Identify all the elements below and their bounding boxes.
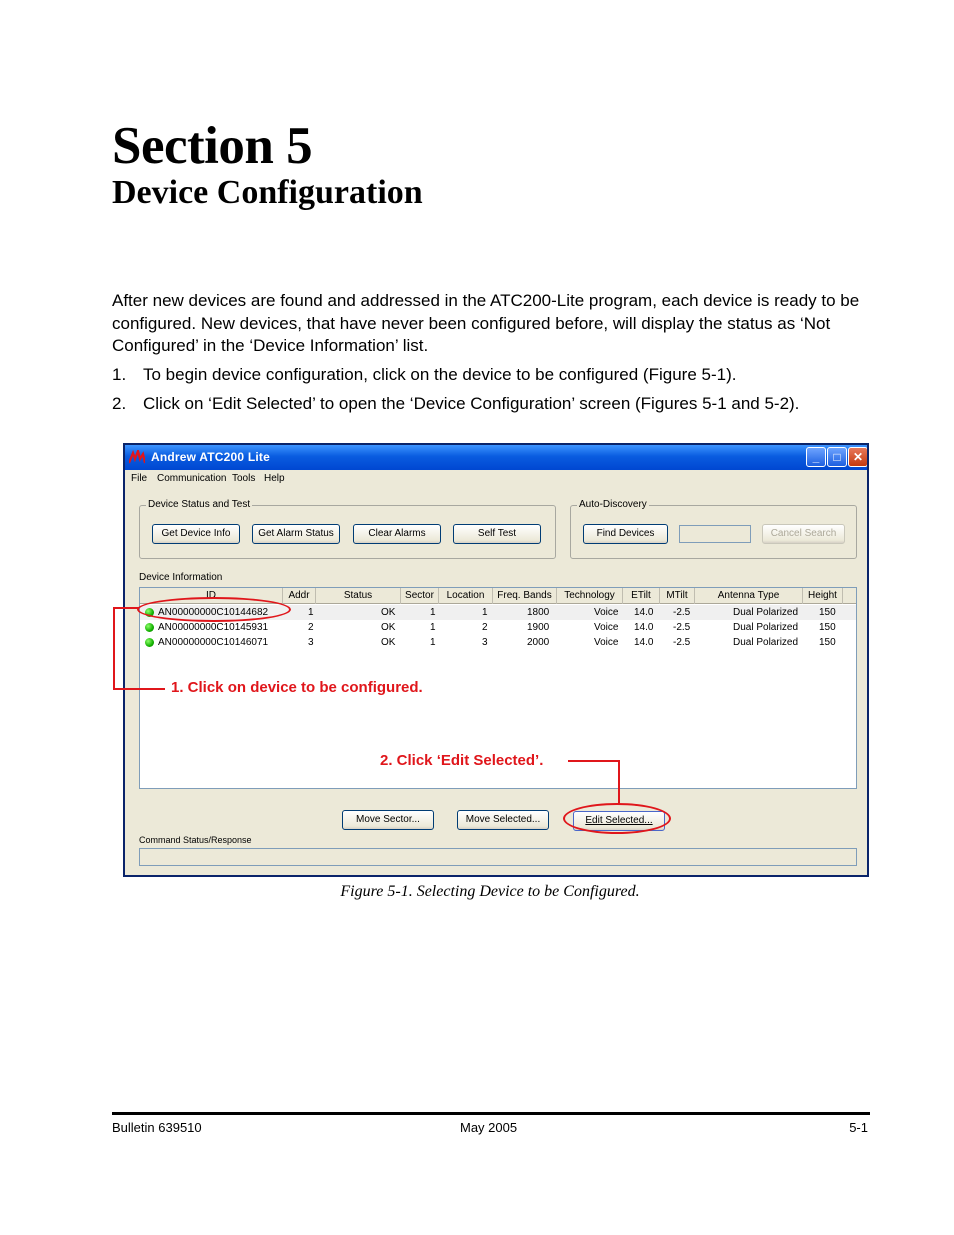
callout-1-text: 1. Click on device to be configured. [171, 679, 423, 696]
cell-technology: Voice [594, 607, 619, 618]
cancel-search-button[interactable]: Cancel Search [762, 524, 845, 544]
figure-caption: Figure 5-1. Selecting Device to be Configured. [340, 883, 640, 900]
cell-mtilt: -2.5 [673, 622, 691, 633]
status-ok-icon [145, 638, 154, 647]
cell-sector: 1 [430, 622, 436, 633]
col-location[interactable]: Location [439, 588, 493, 604]
title-bar[interactable] [125, 445, 867, 470]
cell-location: 2 [482, 622, 488, 633]
callout-ring-edit [563, 803, 671, 834]
cell-status: OK [381, 637, 396, 648]
callout-2-text: 2. Click ‘Edit Selected’. [380, 752, 544, 769]
cell-location: 3 [482, 637, 488, 648]
footer-page-number: 5-1 [849, 1120, 868, 1135]
window-title: Andrew ATC200 Lite [151, 450, 270, 464]
command-status-label: Command Status/Response [139, 835, 252, 845]
step-2 [112, 393, 882, 415]
cell-status: OK [381, 607, 396, 618]
col-etilt[interactable]: ETilt [623, 588, 660, 604]
edit-selected-button[interactable]: Edit Selected... [573, 811, 665, 831]
cell-etilt: 14.0 [634, 622, 654, 633]
status-ok-icon [145, 623, 154, 632]
cell-status: OK [381, 622, 396, 633]
cell-id: AN00000000C10144682 [158, 607, 269, 618]
cell-mtilt: -2.5 [673, 607, 691, 618]
footer-bulletin: Bulletin 639510 [112, 1120, 202, 1135]
table-row[interactable] [140, 635, 856, 650]
cell-freq: 1800 [527, 607, 550, 618]
cell-location: 1 [482, 607, 488, 618]
step-1 [112, 364, 882, 386]
section-subtitle: Device Configuration [112, 174, 423, 211]
col-id[interactable]: ID [140, 588, 283, 604]
get-device-info-button[interactable]: Get Device Info [152, 524, 240, 544]
device-status-group [139, 499, 556, 559]
col-technology[interactable]: Technology [557, 588, 623, 604]
col-freq-bands[interactable]: Freq. Bands [493, 588, 557, 604]
cell-mtilt: -2.5 [673, 637, 691, 648]
intro-paragraph: After new devices are found and addressed in the ATC200-Lite program, each device is ready to be configured. New devices, that have never been configured before, will display the status as ‘Not Configured’ in the ‘Device Information’ list. [112, 291, 860, 355]
cell-id: AN00000000C10145931 [158, 622, 269, 633]
col-sector[interactable]: Sector [401, 588, 439, 604]
col-antenna-type[interactable]: Antenna Type [695, 588, 803, 604]
self-test-button[interactable]: Self Test [453, 524, 541, 544]
andrew-logo-icon [129, 450, 145, 464]
cell-addr: 1 [308, 607, 314, 618]
step-text: Click on ‘Edit Selected’ to open the ‘Device Configuration’ screen (Figures 5-1 and 5-2). [143, 394, 800, 413]
col-mtilt[interactable]: MTilt [660, 588, 695, 604]
step-text: To begin device configuration, click on the device to be configured (Figure 5-1). [143, 365, 737, 384]
cell-etilt: 14.0 [634, 637, 654, 648]
menu-file[interactable]: File [131, 473, 148, 484]
step-number: 1. [112, 365, 127, 384]
cell-height: 150 [819, 607, 836, 618]
cell-height: 150 [819, 637, 836, 648]
cell-etilt: 14.0 [634, 607, 654, 618]
callout-ring-device [137, 597, 291, 622]
cell-freq: 2000 [527, 637, 550, 648]
callout-line [113, 607, 139, 609]
col-height[interactable]: Height [803, 588, 843, 604]
menu-help[interactable]: Help [264, 473, 285, 484]
auto-discovery-group [570, 499, 857, 559]
minimize-button[interactable]: _ [806, 447, 826, 467]
callout-line [568, 760, 620, 762]
cell-sector: 1 [430, 607, 436, 618]
menu-bar [125, 470, 867, 488]
move-selected-button[interactable]: Move Selected... [457, 810, 549, 830]
footer-date: May 2005 [460, 1120, 518, 1135]
callout-line [113, 688, 165, 690]
device-information-label: Device Information [139, 572, 223, 583]
app-window [123, 443, 869, 877]
cell-addr: 2 [308, 622, 314, 633]
cell-sector: 1 [430, 637, 436, 648]
menu-communication[interactable]: Communication [157, 473, 227, 484]
menu-tools[interactable]: Tools [232, 473, 256, 484]
callout-line [618, 760, 620, 805]
cell-height: 150 [819, 622, 836, 633]
discovery-search-field[interactable] [679, 525, 751, 543]
maximize-button[interactable]: □ [827, 447, 847, 467]
cell-id: AN00000000C10146071 [158, 637, 269, 648]
col-addr[interactable]: Addr [283, 588, 316, 604]
auto-discovery-group-label: Auto-Discovery [579, 499, 647, 510]
col-status[interactable]: Status [316, 588, 401, 604]
move-sector-button[interactable]: Move Sector... [342, 810, 434, 830]
clear-alarms-button[interactable]: Clear Alarms [353, 524, 441, 544]
cell-antenna: Dual Polarized [733, 637, 799, 648]
find-devices-button[interactable]: Find Devices [583, 524, 668, 544]
step-number: 2. [112, 394, 127, 413]
cell-technology: Voice [594, 637, 619, 648]
footer-rule [112, 1112, 870, 1115]
cell-technology: Voice [594, 622, 619, 633]
cell-freq: 1900 [527, 622, 550, 633]
get-alarm-status-button[interactable]: Get Alarm Status [252, 524, 340, 544]
command-status-field[interactable] [139, 848, 857, 866]
cell-antenna: Dual Polarized [733, 607, 799, 618]
close-button[interactable]: ✕ [848, 447, 868, 467]
table-row[interactable] [140, 620, 856, 635]
section-title: Section 5 [112, 117, 313, 175]
callout-line [113, 607, 115, 690]
cell-antenna: Dual Polarized [733, 622, 799, 633]
cell-addr: 3 [308, 637, 314, 648]
device-status-group-label: Device Status and Test [148, 499, 251, 510]
